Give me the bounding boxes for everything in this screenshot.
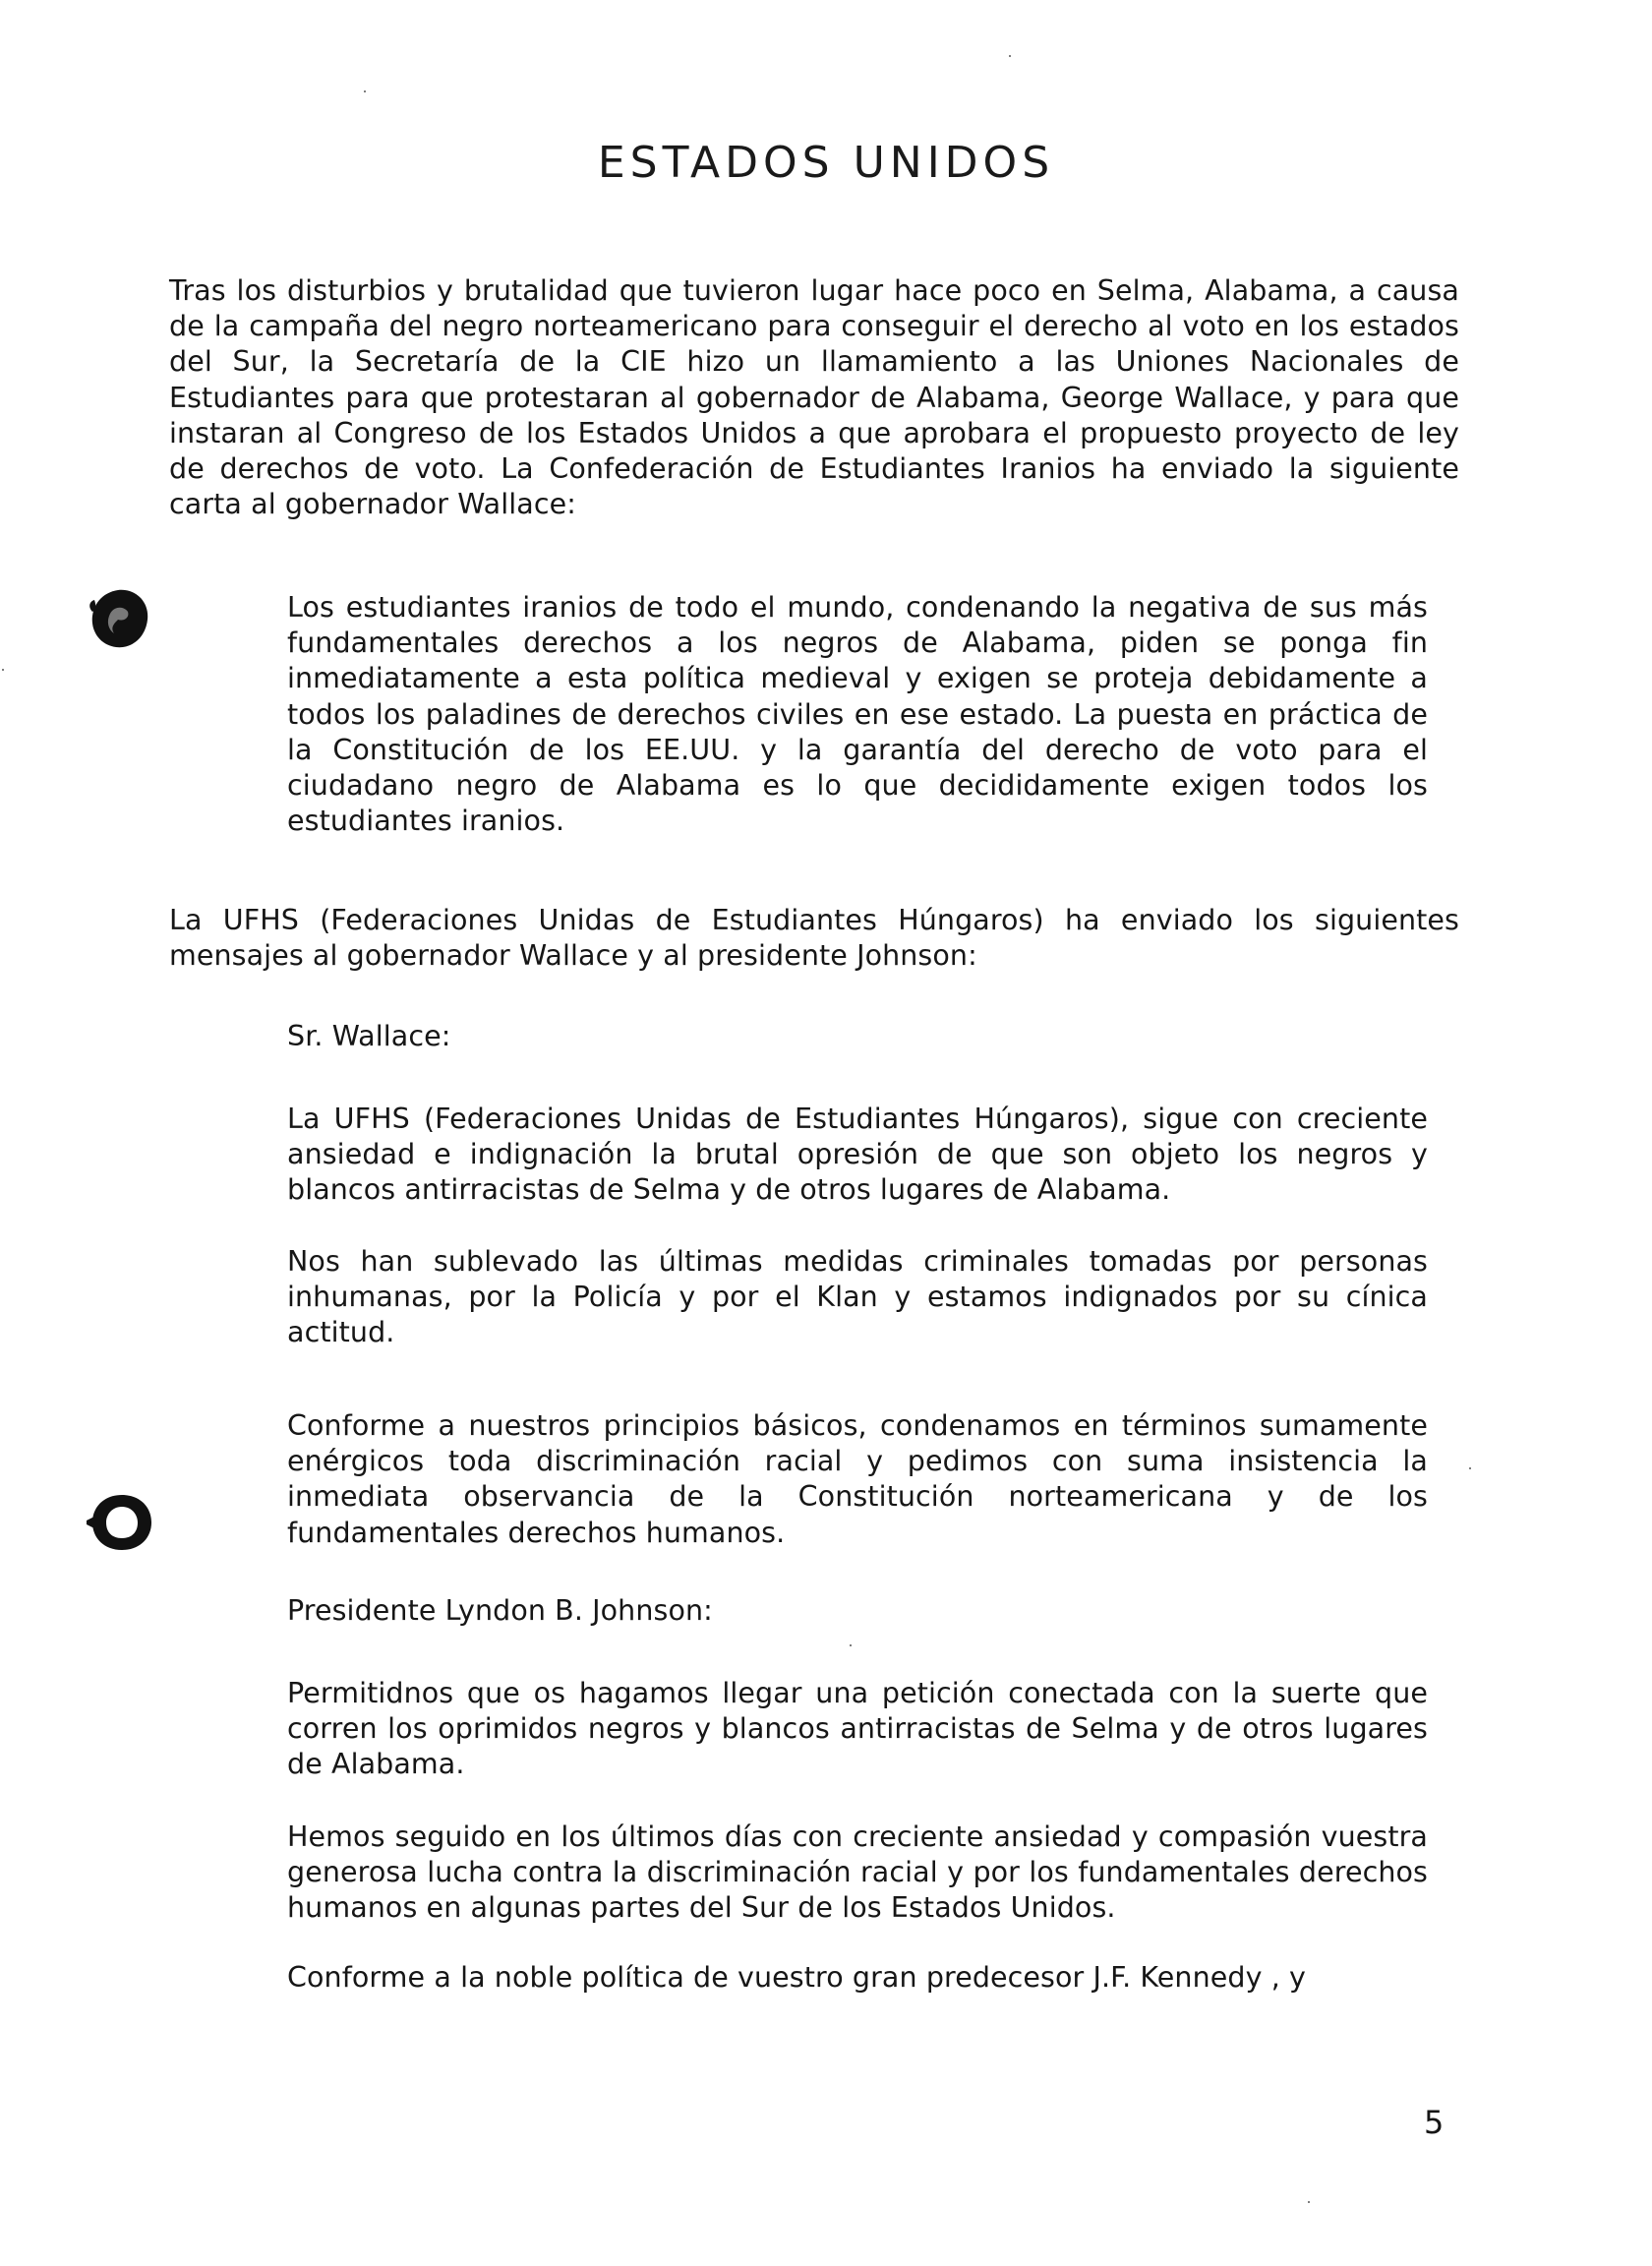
ufhs-intro-paragraph: La UFHS (Federaciones Unidas de Estudiantes Húngaros) ha enviado los siguientes mensajes al gobernador Wallace y al presidente Johnson:	[169, 904, 1459, 973]
paper-speck	[2, 669, 4, 671]
iranian-students-letter: Los estudiantes iranios de todo el mundo, condenando la negativa de sus más fundamentales derechos a los negros de Alabama, piden se ponga fin inmediatamente a esta política medieval y exigen se proteja debidamente a todos los paladines de derechos civiles en ese estado. La puesta en práctica de la Constitución de los EE.UU. y la garantía del derecho de voto para el ciudadano negro de Alabama es lo que decididamente exigen todos los estudiantes iranios.	[287, 591, 1428, 838]
paper-speck	[850, 1644, 852, 1646]
paper-speck	[1308, 2201, 1310, 2203]
wallace-message-paragraph-1: La UFHS (Federaciones Unidas de Estudiantes Húngaros), sigue con creciente ansiedad e indignación la brutal opresión de que son objeto los negros y blancos antirracistas de Selma y de otros lugares de Alabama.	[287, 1103, 1428, 1207]
johnson-message-paragraph-2: Hemos seguido en los últimos días con creciente ansiedad y compasión vuestra generosa lucha contra la discriminación racial y por los fundamentales derechos humanos en algunas partes del Sur de los Estados Unidos.	[287, 1820, 1428, 1925]
page-title: ESTADOS UNIDOS	[597, 138, 1055, 188]
johnson-message-paragraph-3: Conforme a la noble política de vuestro gran predecesor J.F. Kennedy , y	[287, 1961, 1306, 1994]
wallace-message-paragraph-3: Conforme a nuestros principios básicos, condenamos en términos sumamente enérgicos toda discriminación racial y pedimos con suma insistencia la inmediata observancia de la Constitución norteamericana y de los fundamentales derechos humanos.	[287, 1409, 1428, 1549]
johnson-message-paragraph-1: Permitidnos que os hagamos llegar una petición conectada con la suerte que corren los oprimidos negros y blancos antirracistas de Selma y de otros lugares de Alabama.	[287, 1677, 1428, 1781]
punch-hole-top	[85, 584, 155, 655]
paper-speck	[364, 90, 366, 92]
wallace-message-paragraph-2: Nos han sublevado las últimas medidas criminales tomadas por personas inhumanas, por la Policía y por el Klan y estamos indignados por su cínica actitud.	[287, 1245, 1428, 1349]
paper-speck	[1469, 1467, 1471, 1469]
salutation-johnson: Presidente Lyndon B. Johnson:	[287, 1594, 713, 1627]
salutation-wallace: Sr. Wallace:	[287, 1020, 451, 1052]
page-number: 5	[1424, 2104, 1445, 2141]
intro-paragraph: Tras los disturbios y brutalidad que tuvieron lugar hace poco en Selma, Alabama, a causa de la campaña del negro norteamericano para conseguir el derecho al voto en los estados del Sur, la Secretaría de la CIE hizo un llamamiento a las Uniones Nacionales de Estudiantes para que protestaran al gobernador de Alabama, George Wallace, y para que instaran al Congreso de los Estados Unidos a que aprobara el propuesto proyecto de ley de derechos de voto. La Confederación de Estudiantes Iranios ha enviado la siguiente carta al gobernador Wallace:	[169, 274, 1459, 521]
paper-speck	[1009, 55, 1011, 57]
punch-hole-bottom	[83, 1491, 159, 1554]
